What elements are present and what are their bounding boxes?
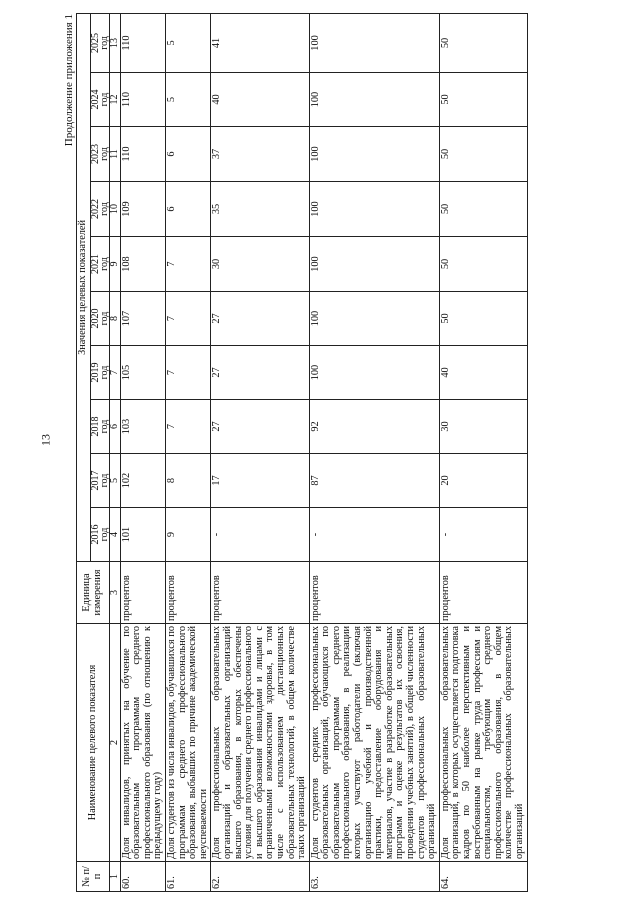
header-year-unit: год (98, 311, 110, 326)
header-year-unit: год (98, 202, 110, 216)
year-value: 8 (165, 454, 210, 508)
column-index-cell: 13 (109, 13, 120, 72)
header-year-label: 2022 (89, 199, 101, 219)
column-index-cell: 11 (109, 127, 120, 182)
year-value: 105 (120, 346, 165, 400)
year-value: 110 (120, 127, 165, 182)
year-value: 100 (309, 73, 439, 127)
year-value: 50 (439, 182, 527, 237)
column-index-cell: 4 (109, 508, 120, 562)
header-year-unit: год (98, 527, 110, 542)
year-value: 110 (120, 13, 165, 72)
table-row (439, 13, 527, 891)
column-index-cell: 9 (109, 237, 120, 292)
header-index-row (109, 13, 120, 891)
year-value: 100 (309, 346, 439, 400)
year-value: 7 (165, 292, 210, 346)
year-value: 6 (165, 127, 210, 182)
column-index-cell: 7 (109, 346, 120, 400)
header-values: Значения целевых показателей (77, 13, 91, 561)
year-value: 101 (120, 508, 165, 562)
year-value: 9 (165, 508, 210, 562)
indicator-name: Доля инвалидов, принятых на обучение по образовательным программам среднего профессионального образования (по отношению к предыдущему году) (120, 624, 165, 862)
header-year-unit: год (98, 365, 110, 380)
row-number: 63. (309, 862, 439, 892)
table-row (309, 13, 439, 891)
header-year-2024 (90, 73, 109, 127)
indicator-name: Доля студентов средних профессиональных образовательных организаций, обучающихся по образовательным программам среднего профессионального образования, в реализации которых участвуют работодатели (включая организацию учебной и производственной практики, предоставление оборудования и материалов, участие в разработке образовательных программ и оценке результатов их освоения, проведении учебных занятий), в общей численности студентов профессиональных образовательных организаций (309, 624, 439, 862)
row-number: 62. (211, 862, 309, 892)
header-year-label: 2018 (89, 416, 101, 437)
year-value: 107 (120, 292, 165, 346)
header-year-label: 2024 (89, 89, 101, 110)
column-index-cell: 10 (109, 182, 120, 237)
year-value: 92 (309, 400, 439, 454)
column-index-cell: 6 (109, 400, 120, 454)
table-row (211, 13, 309, 891)
unit-of-measure: процентов (309, 562, 439, 624)
row-number: 64. (439, 862, 527, 892)
year-value: 27 (211, 292, 309, 346)
year-value: 100 (309, 292, 439, 346)
year-value: 27 (211, 346, 309, 400)
header-year-label: 2017 (89, 470, 101, 491)
year-value: 50 (439, 13, 527, 72)
rotated-page (62, 12, 630, 892)
indicators-table (76, 13, 528, 892)
column-index-cell: 3 (109, 562, 120, 624)
header-year-2023 (90, 127, 109, 182)
year-value: 41 (211, 13, 309, 72)
year-value: 30 (211, 237, 309, 292)
header-year-2017 (90, 454, 109, 508)
header-year-unit: год (98, 419, 110, 434)
year-value: 109 (120, 182, 165, 237)
header-unit: Единица измерения (77, 562, 110, 624)
year-value: 35 (211, 182, 309, 237)
header-year-label: 2023 (89, 144, 101, 164)
header-year-unit: год (98, 473, 110, 488)
year-value: - (439, 508, 527, 562)
header-year-unit: год (98, 92, 110, 107)
year-value: 17 (211, 454, 309, 508)
year-value: 50 (439, 237, 527, 292)
unit-of-measure: процентов (120, 562, 165, 624)
year-value: 102 (120, 454, 165, 508)
header-year-unit: год (98, 36, 110, 50)
year-value: 100 (309, 237, 439, 292)
column-index-cell: 1 (109, 862, 120, 892)
page-number: 13 (38, 434, 53, 446)
header-year-2025 (90, 13, 109, 72)
indicator-name: Доля студентов из числа инвалидов, обучавшихся по программам среднего профессионального образования, выбывших по причине академической неуспеваемости (165, 624, 210, 862)
year-value: 5 (165, 13, 210, 72)
year-value: 40 (211, 73, 309, 127)
year-value: 20 (439, 454, 527, 508)
year-value: 37 (211, 127, 309, 182)
year-value: 50 (439, 292, 527, 346)
column-index-cell: 2 (109, 624, 120, 862)
header-year-label: 2020 (89, 308, 101, 329)
header-year-2021 (90, 237, 109, 292)
header-year-unit: год (98, 147, 110, 161)
column-index-cell: 8 (109, 292, 120, 346)
year-value: 87 (309, 454, 439, 508)
table-body (120, 13, 527, 891)
indicator-name: Доля профессиональных образовательных организаций, в которых осуществляется подготовка кадров по 50 наиболее перспективным и востребованным на рынке труда профессиям и специальностям, требующим среднего профессионального образования, в общем количестве профессиональных образовательных организаций (439, 624, 527, 862)
header-year-2020 (90, 292, 109, 346)
header-year-label: 2016 (89, 524, 101, 545)
year-value: 110 (120, 73, 165, 127)
header-num: № п/п (77, 862, 110, 892)
table-row (165, 13, 210, 891)
row-number: 60. (120, 862, 165, 892)
year-value: - (211, 508, 309, 562)
year-value: 100 (309, 127, 439, 182)
column-index-cell: 5 (109, 454, 120, 508)
header-row (77, 13, 91, 891)
header-year-unit: год (98, 257, 110, 271)
header-name: Наименование целевого показателя (77, 624, 110, 862)
header-year-2019 (90, 346, 109, 400)
unit-of-measure: процентов (165, 562, 210, 624)
year-value: 100 (309, 182, 439, 237)
header-year-label: 2021 (89, 254, 101, 274)
table-row (120, 13, 165, 891)
header-year-2022 (90, 182, 109, 237)
year-value: 6 (165, 182, 210, 237)
year-value: 30 (439, 400, 527, 454)
header-year-2016 (90, 508, 109, 562)
year-value: 40 (439, 346, 527, 400)
indicator-name: Доля профессиональных образовательных организаций и образовательных организаций высшего образования, в которых обеспечены условия для получения среднего профессионального и высшего образования инвалидами и лицами с ограниченными возможностями здоровья, в том числе с использованием дистанционных образовательных технологий, в общем количестве таких организаций (211, 624, 309, 862)
year-value: 7 (165, 346, 210, 400)
year-value: 50 (439, 73, 527, 127)
header-year-label: 2025 (89, 32, 101, 53)
year-value: 7 (165, 400, 210, 454)
year-value: 50 (439, 127, 527, 182)
header-year-label: 2019 (89, 362, 101, 383)
unit-of-measure: процентов (439, 562, 527, 624)
unit-of-measure: процентов (211, 562, 309, 624)
year-value: 103 (120, 400, 165, 454)
year-value: 108 (120, 237, 165, 292)
row-number: 61. (165, 862, 210, 892)
header-year-2018 (90, 400, 109, 454)
year-value: 27 (211, 400, 309, 454)
year-value: 100 (309, 13, 439, 72)
year-value: 7 (165, 237, 210, 292)
appendix-caption: Продолжение приложения 1 (63, 14, 75, 147)
year-value: 5 (165, 73, 210, 127)
column-index-cell: 12 (109, 73, 120, 127)
year-value: - (309, 508, 439, 562)
